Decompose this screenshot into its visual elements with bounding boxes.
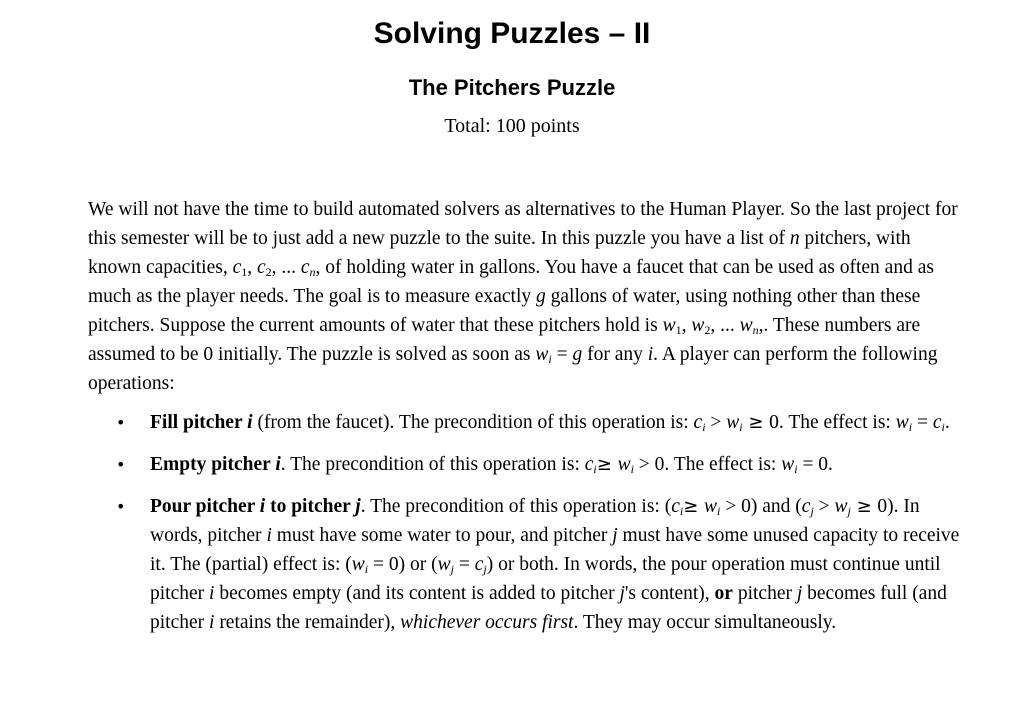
bullet-icon: • [116, 413, 126, 432]
operation-fill: • Fill pitcher i (from the faucet). The precondition of this operation is: $c_i > w_i \ge 0$. The effect is: $w_i = c_i$. [88, 408, 968, 437]
bullet-icon: • [116, 497, 126, 516]
bullet-icon: • [116, 455, 126, 474]
page-title: Solving Puzzles – II [373, 17, 651, 50]
document-body [88, 195, 968, 650]
total-points: Total: 100 points [444, 115, 580, 137]
intro-paragraph: We will not have the time to build automated solvers as alternatives to the Human Player. So the last project for this semester will be to just add a new puzzle to the suite. In this puzzle you have a list of n pitchers, with known capacities, $c_1$, $c_2$, ... $c_n$, of holding water in gallons. You have a faucet that can be used as often and as much as the player needs. The goal is to measure exactly g gallons of water, using nothing other than these pitchers. Suppose the current amounts of water that these pitchers hold is $w_1$, $w_2$, ... $w_n$,. These numbers are assumed to be 0 initially. The puzzle is solved as soon as $w_i = g$ for any i. A player can perform the following operations: [88, 199, 958, 394]
operation-empty: • Empty pitcher i. The precondition of this operation is: $c_i\ge w_i > 0$. The effect is: $w_i = 0$. [88, 450, 968, 479]
operations-list [88, 408, 968, 637]
page-subtitle: The Pitchers Puzzle [408, 75, 616, 100]
operation-pour: • Pour pitcher i to pitcher j. The precondition of this operation is: $(c_i\ge w_i > 0)$ and $(c_j > w_j \ge 0)$. In words, pitcher i must have some water to pour, and pitcher j must have some unused capacity to receive it. The (partial) effect is: $(w_i = 0)$ or $(w_j = c_j)$ or both. In words, the pour operation must continue until pitcher i becomes empty (and its content is added to pitcher j's content), or pitcher j becomes full (and pitcher i retains the remainder), whichever occurs first. They may occur simultaneously. [88, 492, 968, 637]
